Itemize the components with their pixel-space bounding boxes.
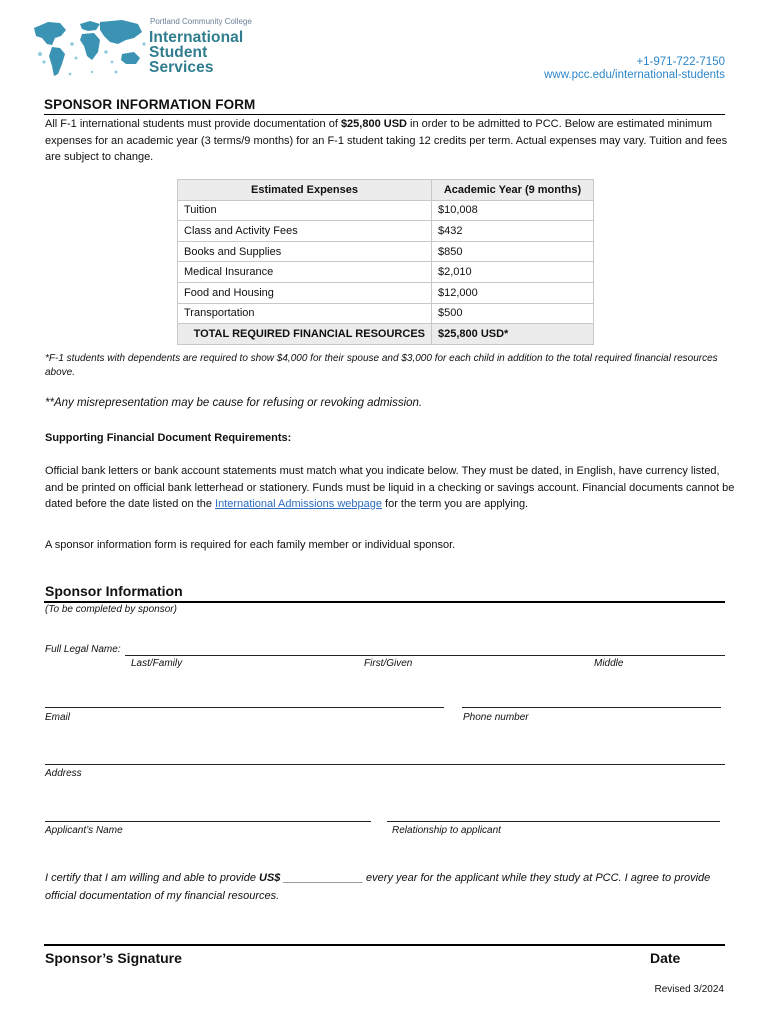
supporting-text-before: Official bank letters or bank account statements must match what you indicate below. They must be dated, in English, have currency listed, and be printed on official bank letterhead or stationery. Funds must be liquid in a checking or savings account. Financial documents cannot be dated before the date listed on the (45, 465, 735, 510)
website-link[interactable]: www.pcc.edu/international-students (544, 69, 725, 81)
intro-text-after: in order to be admitted to PCC. Below are estimated minimum expenses for an academic year (3 terms/9 months) for an F-1 student taking 12 credits per term. Actual expenses may vary. Tuition and fees are subject to change. (45, 118, 728, 163)
expense-label: Food and Housing (178, 282, 432, 303)
total-row (178, 324, 594, 345)
expenses-table (177, 179, 594, 345)
table-row (178, 241, 594, 262)
address-field[interactable] (45, 764, 725, 765)
expense-label: Transportation (178, 303, 432, 324)
full-legal-name-label: Full Legal Name: (45, 644, 121, 655)
expense-label: Class and Activity Fees (178, 221, 432, 242)
applicant-name-label: Applicant’s Name (45, 825, 123, 836)
expense-value: $500 (432, 303, 594, 324)
total-value: $25,800 USD* (432, 324, 594, 345)
phone-number-field[interactable] (462, 707, 721, 708)
phone-link[interactable]: +1-971-722-7150 (636, 56, 725, 68)
expense-value: $2,010 (432, 262, 594, 283)
signature-rule (44, 944, 725, 946)
table-header-row (178, 180, 594, 201)
dependents-note: *F-1 students with dependents are required to show $4,000 for their spouse and $3,000 for each child in addition to the total required financial resources above. (45, 353, 718, 378)
expense-value: $12,000 (432, 282, 594, 303)
sponsor-section-title: Sponsor Information (45, 583, 183, 599)
full-legal-name-field[interactable] (125, 655, 725, 656)
last-family-label: Last/Family (131, 658, 183, 669)
expense-value: $432 (432, 221, 594, 242)
certification-statement (45, 869, 715, 905)
form-title: SPONSOR INFORMATION FORM (44, 97, 256, 112)
misrepresentation-note: **Any misrepresentation may be cause for refusing or revoking admission. (45, 397, 423, 409)
expense-value: $850 (432, 241, 594, 262)
date-label: Date (650, 950, 681, 966)
expense-label: Medical Insurance (178, 262, 432, 283)
table-row (178, 200, 594, 221)
international-admissions-link[interactable]: International Admissions webpage (215, 498, 382, 510)
expense-value: $10,008 (432, 200, 594, 221)
certify-text-after: every year for the applicant while they study at PCC. I agree to provide official documentation of my financial resources. (45, 872, 711, 902)
col-header-expenses: Estimated Expenses (178, 180, 432, 201)
first-given-label: First/Given (364, 658, 413, 669)
certify-text-before: I certify that I am willing and able to provide (45, 872, 259, 884)
email-field[interactable] (45, 707, 444, 708)
table-row (178, 282, 594, 303)
middle-label: Middle (594, 658, 624, 669)
logo-line-services: Services (149, 59, 214, 76)
certify-amount-blank[interactable]: US$ _____________ (259, 872, 363, 884)
relationship-label: Relationship to applicant (392, 825, 501, 836)
col-header-year: Academic Year (9 months) (432, 180, 594, 201)
intro-text-before: All F-1 international students must provide documentation of (45, 118, 341, 130)
logo-line-international: International (149, 29, 244, 46)
college-name: Portland Community College (150, 17, 252, 26)
expense-label: Tuition (178, 200, 432, 221)
intro-paragraph (45, 116, 735, 166)
email-label: Email (45, 712, 71, 723)
table-row (178, 303, 594, 324)
supporting-text-after: for the term you are applying. (381, 498, 529, 510)
applicant-name-field[interactable] (45, 821, 371, 822)
supporting-paragraph (45, 463, 735, 513)
revised-date: Revised 3/2024 (654, 984, 724, 995)
table-row (178, 221, 594, 242)
family-note: A sponsor information form is required for each family member or individual sponsor. (45, 539, 456, 551)
sponsor-signature-label: Sponsor’s Signature (45, 950, 182, 966)
supporting-heading: Supporting Financial Document Requirements: (45, 432, 292, 444)
relationship-field[interactable] (387, 821, 720, 822)
address-label: Address (45, 768, 82, 779)
section-rule (44, 601, 725, 603)
title-rule (44, 114, 725, 115)
table-row (178, 262, 594, 283)
intro-amount: $25,800 USD (340, 118, 407, 130)
world-map-logo-icon (30, 14, 150, 82)
expense-label: Books and Supplies (178, 241, 432, 262)
phone-number-label: Phone number (463, 712, 529, 723)
logo-line-student: Student (149, 44, 208, 61)
sponsor-subtitle: (To be completed by sponsor) (45, 604, 177, 615)
total-label: TOTAL REQUIRED FINANCIAL RESOURCES (178, 324, 432, 345)
